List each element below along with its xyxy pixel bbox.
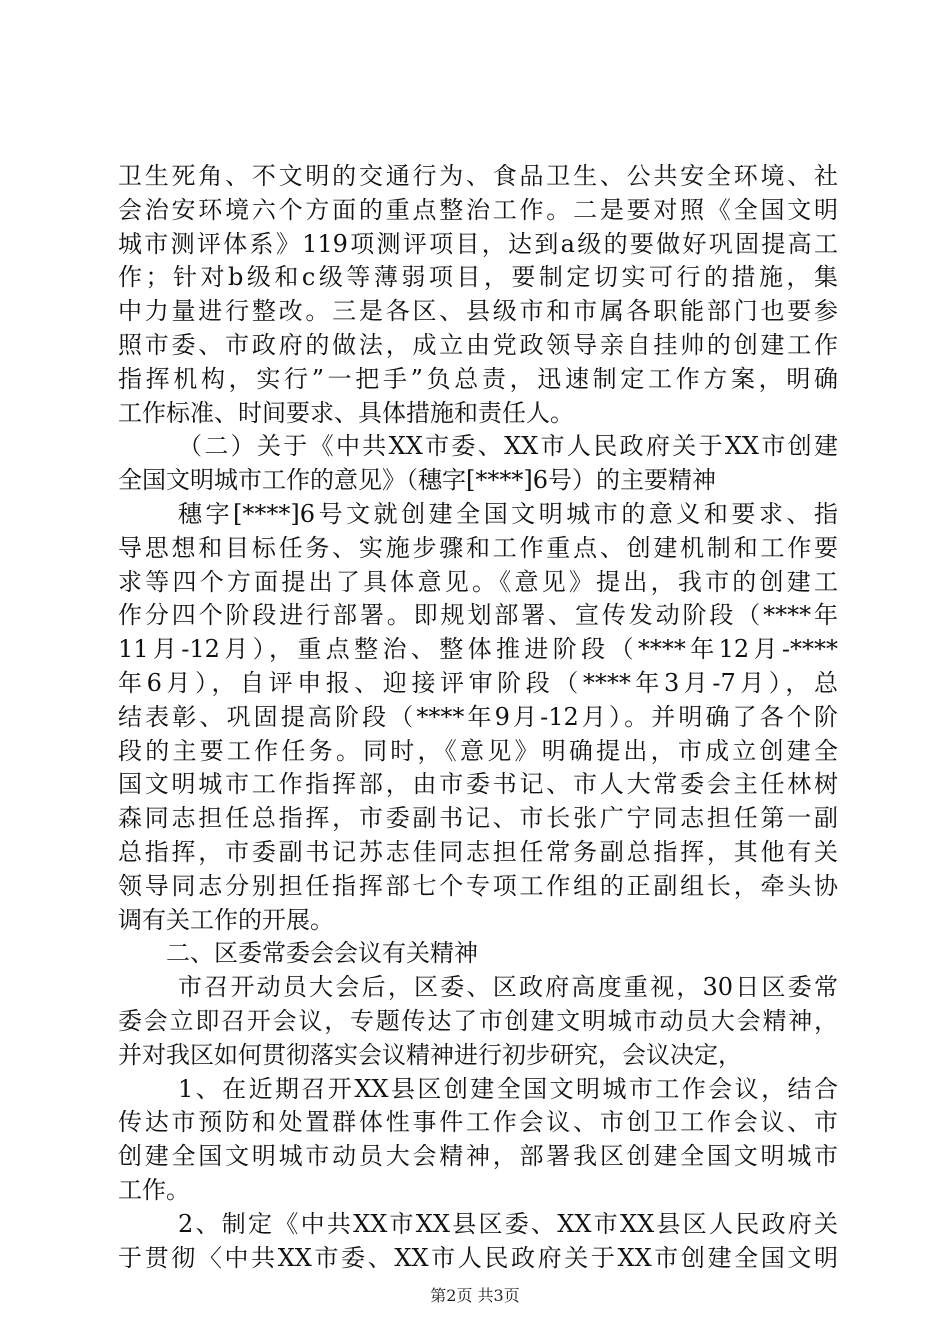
text-line: 指挥机构，实行”一把手”负总责，迅速制定工作方案，明确: [118, 364, 838, 393]
text-line: 于贯彻〈中共XX市委、XX市人民政府关于XX市创建全国文明: [118, 1243, 838, 1272]
document-body: [118, 160, 838, 1275]
text-line: 调有关工作的开展。: [118, 905, 334, 934]
text-line: 作；针对b级和c级等薄弱项目，要制定切实可行的措施，集: [118, 263, 838, 292]
list-item: 1、在近期召开XX县区创建全国文明城市工作会议，结合: [178, 1074, 838, 1103]
text-line: 总指挥，市委副书记苏志佳同志担任常务副总指挥，其他有关: [118, 837, 838, 866]
text-line: 照市委、市政府的做法，成立由党政领导亲自挂帅的创建工作: [118, 330, 838, 359]
text-line: 11月-12月），重点整治、整体推进阶段（****年12月-****: [118, 635, 838, 664]
text-line: 委会立即召开会议，专题传达了市创建文明城市动员大会精神，: [118, 1006, 838, 1035]
text-line: 求等四个方面提出了具体意见。《意见》提出，我市的创建工: [118, 567, 838, 596]
section-heading: 全国文明城市工作的意见》（穗字[****]6号）的主要精神: [118, 466, 716, 495]
page-number-footer: 第2页 共3页: [430, 1286, 520, 1305]
text-line: 工作标准、时间要求、具体措施和责任人。: [118, 398, 574, 427]
text-line: 传达市预防和处置群体性事件工作会议、市创卫工作会议、市: [118, 1108, 838, 1137]
text-line: 结表彰、巩固提高阶段（****年9月-12月）。并明确了各个阶: [118, 702, 838, 731]
text-line: 穗字[****]6号文就创建全国文明城市的意义和要求、指: [178, 499, 838, 528]
text-line: 市召开动员大会后，区委、区政府高度重视，30日区委常: [178, 973, 838, 1002]
text-line: 工作。: [118, 1175, 190, 1204]
text-line: 作分四个阶段进行部署。即规划部署、宣传发动阶段（****年: [118, 601, 838, 630]
text-line: 森同志担任总指挥，市委副书记、市长张广宁同志担任第一副: [118, 804, 838, 833]
section-heading: （二）关于《中共XX市委、XX市人民政府关于XX市创建: [178, 432, 838, 461]
text-line: 并对我区如何贯彻落实会议精神进行初步研究，会议决定，: [118, 1040, 742, 1069]
text-line: 会治安环境六个方面的重点整治工作。二是要对照《全国文明: [118, 195, 838, 224]
text-line: 领导同志分别担任指挥部七个专项工作组的正副组长，牵头协: [118, 871, 838, 900]
text-line: 年6月），自评申报、迎接评审阶段（****年3月-7月），总: [118, 668, 838, 697]
text-line: 国文明城市工作指挥部，由市委书记、市人大常委会主任林树: [118, 770, 838, 799]
text-line: 段的主要工作任务。同时，《意见》明确提出，市成立创建全: [118, 736, 838, 765]
text-line: 城市测评体系》119项测评项目，达到a级的要做好巩固提高工: [118, 229, 838, 258]
text-line: 导思想和目标任务、实施步骤和工作重点、创建机制和工作要: [118, 533, 838, 562]
text-line: 卫生死角、不文明的交通行为、食品卫生、公共安全环境、社: [118, 162, 838, 190]
section-heading: 二、区委常委会会议有关精神: [166, 939, 478, 968]
text-line: 创建全国文明城市动员大会精神，部署我区创建全国文明城市: [118, 1142, 838, 1171]
list-item: 2、制定《中共XX市XX县区委、XX市XX县区人民政府关: [178, 1209, 838, 1238]
text-line: 中力量进行整改。三是各区、县级市和市属各职能部门也要参: [118, 297, 838, 326]
